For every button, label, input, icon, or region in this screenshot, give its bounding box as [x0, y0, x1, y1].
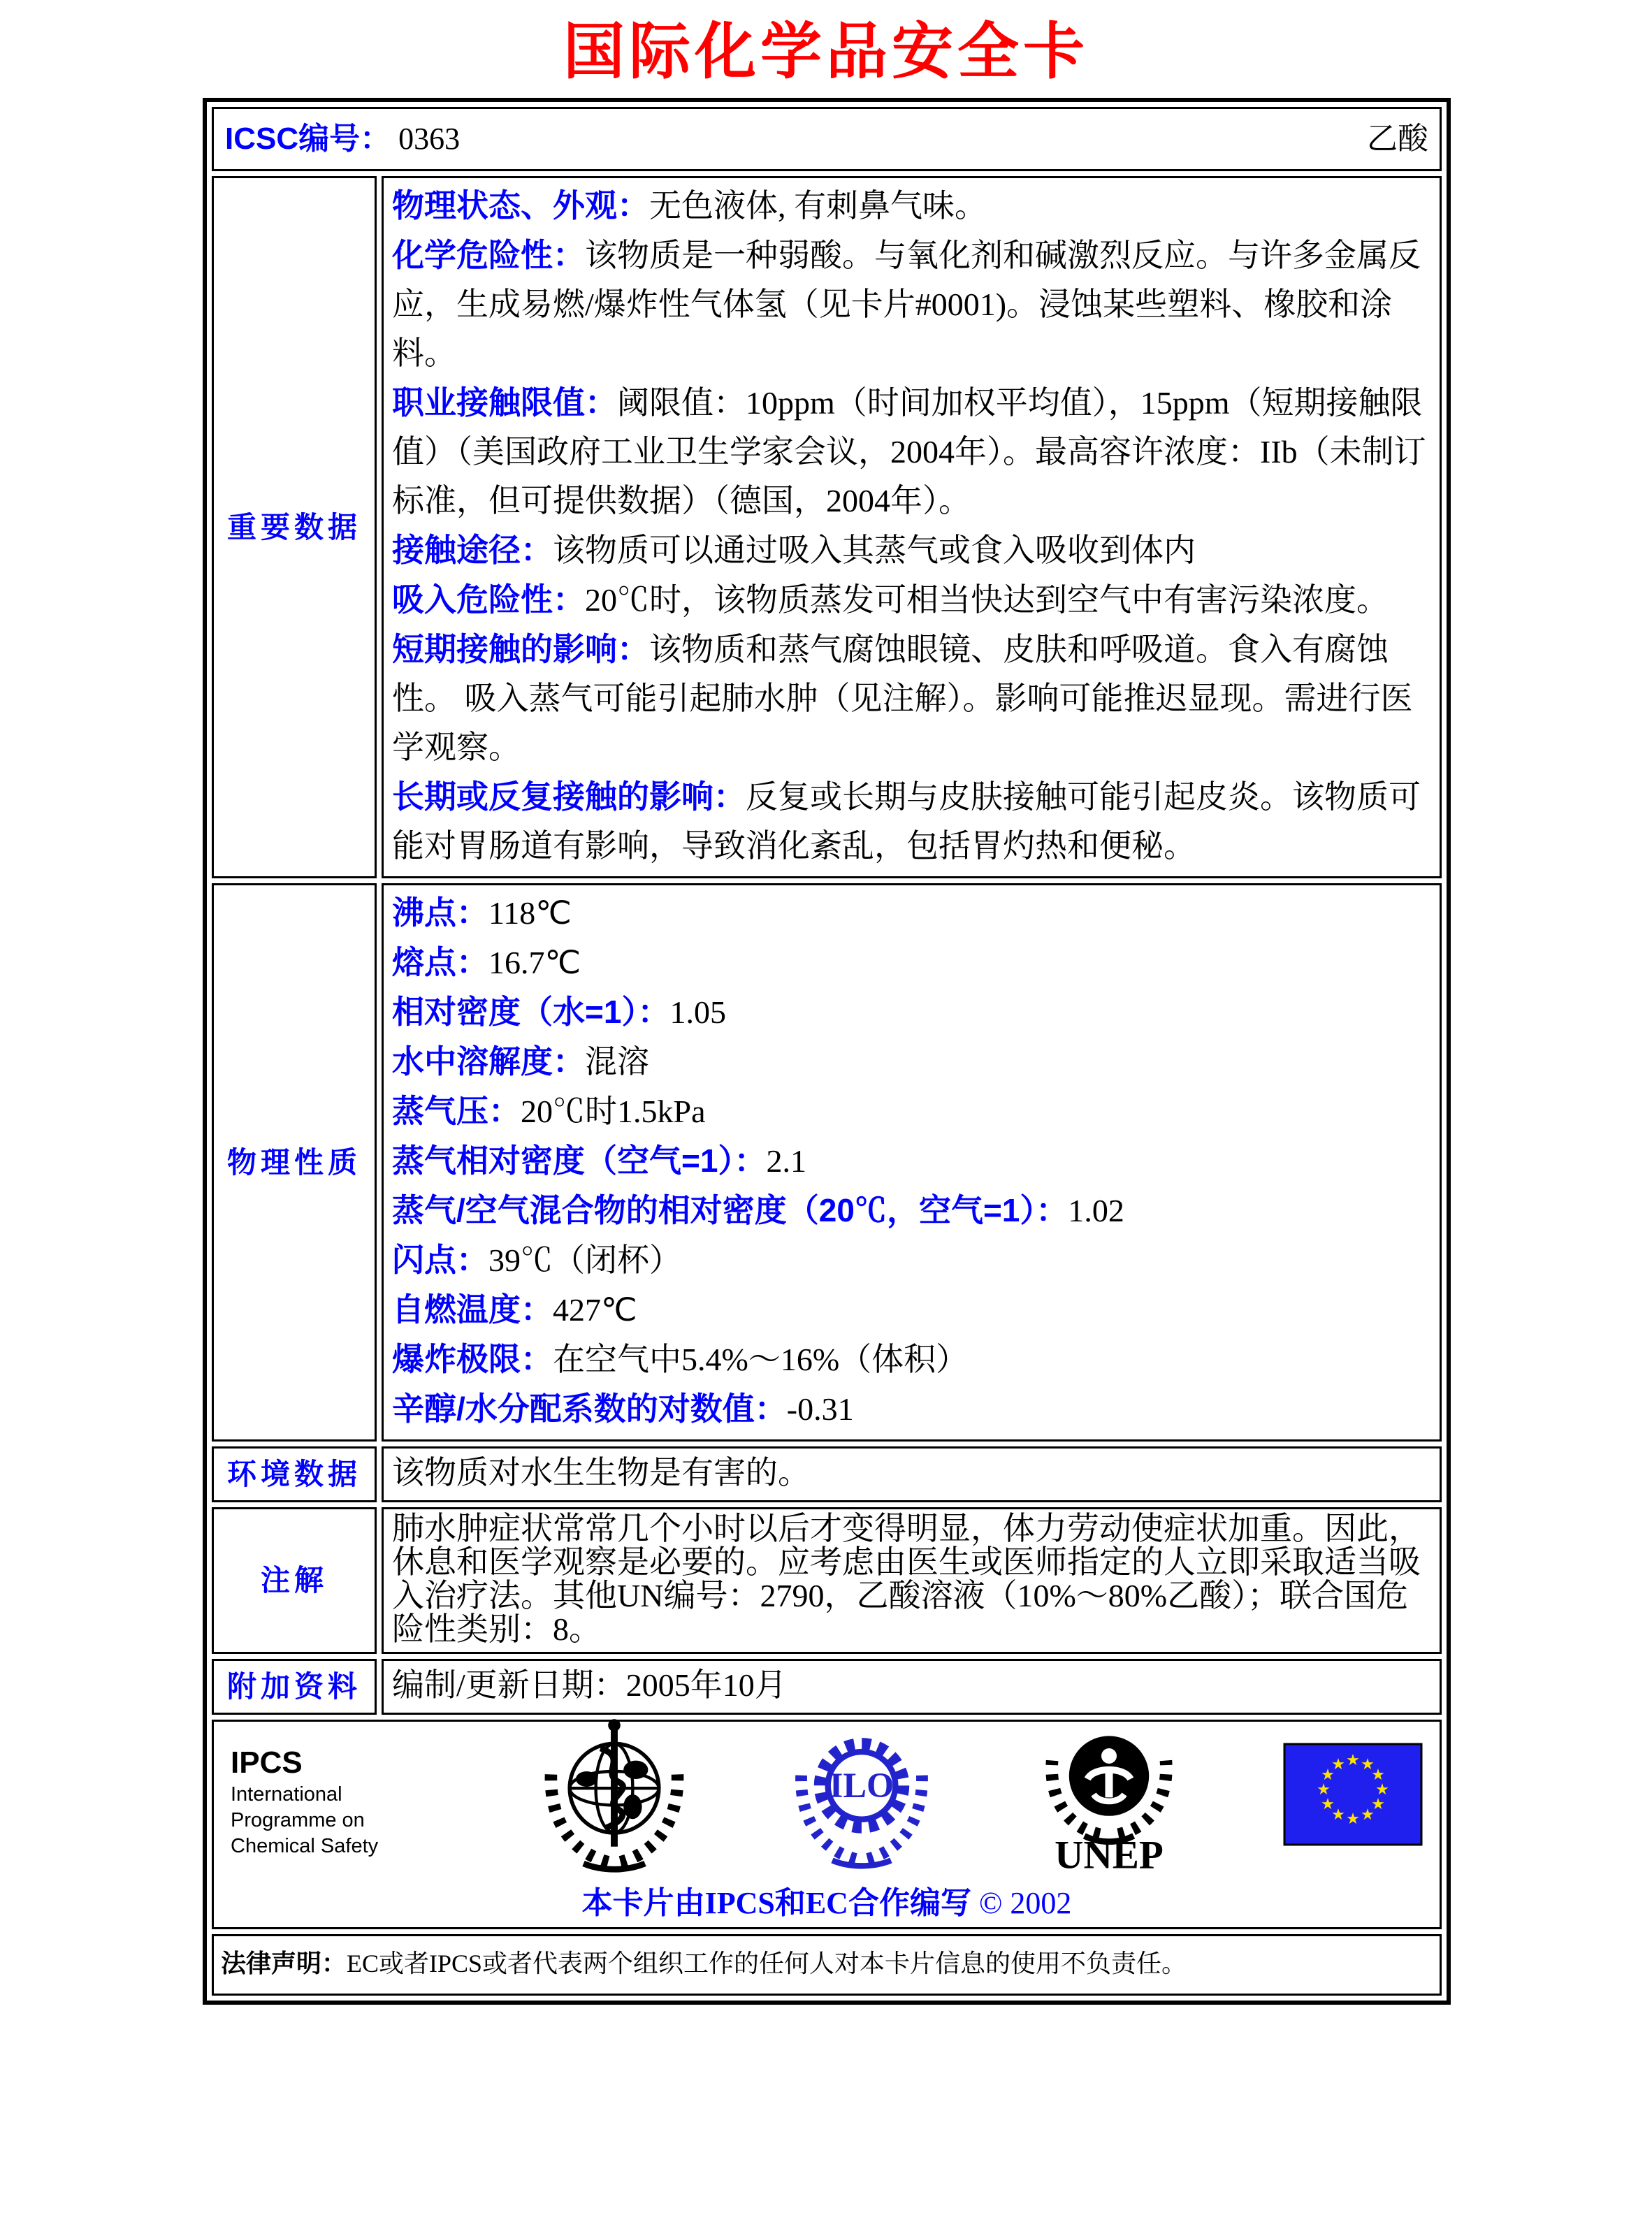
environmental-data-section-label: 环境数据 — [212, 1446, 377, 1502]
eu-flag-icon — [1283, 1743, 1423, 1860]
unep-logo-text: UNEP — [1055, 1833, 1164, 1875]
legal-notice — [212, 1934, 1442, 1996]
eu-star: ★ — [1331, 1806, 1345, 1823]
entry-occupational-exposure-limits — [392, 378, 1430, 525]
prop-melting-point — [392, 938, 1430, 987]
icsc-number-group — [225, 115, 460, 164]
who-logo-icon — [537, 1714, 691, 1889]
footer-caption-text: 本卡片由IPCS和EC合作编写 — [581, 1886, 971, 1920]
legal-notice-row — [212, 1934, 1442, 1996]
prop-explosive-limits — [392, 1335, 1430, 1384]
ipcs-subtitle-line3: Chemical Safety — [231, 1834, 379, 1857]
unep-logo-icon — [1032, 1714, 1186, 1889]
ipcs-subtitle-line1: International — [231, 1783, 342, 1806]
prop-value: 427℃ — [553, 1292, 637, 1328]
prop-label: 蒸气相对密度（空气=1）： — [392, 1142, 767, 1179]
prop-value: 39℃（闭杯） — [488, 1242, 681, 1278]
entry-text: 该物质是一种弱酸。与氧化剂和碱激烈反应。与许多金属反应，生成易燃/爆炸性气体氢（见卡片#0001)。浸蚀某些塑料、橡胶和涂料。 — [392, 238, 1421, 371]
icsc-number-value: 0363 — [398, 122, 461, 156]
entry-text: 该物质和蒸气腐蚀眼镜、皮肤和呼吸道。食入有腐蚀性。 吸入蒸气可能引起肺水肿（见注解）。影响可能推迟显现。需进行医学观察。 — [392, 632, 1413, 765]
prop-water-solubility — [392, 1037, 1430, 1087]
prop-relative-density — [392, 987, 1430, 1037]
prop-label: 熔点： — [392, 944, 488, 980]
prop-value: 20℃时1.5kPa — [521, 1094, 706, 1129]
prop-label: 水中溶解度： — [392, 1043, 585, 1080]
physical-properties-row — [212, 883, 1442, 1442]
footer-copyright: © 2002 — [978, 1886, 1072, 1920]
prop-value: 16.7℃ — [488, 945, 581, 980]
important-data-content — [382, 176, 1442, 878]
icsc-number-label: ICSC编号： — [225, 122, 391, 156]
prop-flash-point — [392, 1235, 1430, 1285]
notes-row — [212, 1507, 1442, 1654]
entry-label: 短期接触的影响： — [392, 631, 649, 667]
prop-value: 在空气中5.4%～16%（体积） — [553, 1342, 969, 1377]
eu-star: ★ — [1331, 1755, 1345, 1773]
notes-section-label: 注解 — [212, 1507, 377, 1654]
additional-info-content: 编制/更新日期：2005年10月 — [382, 1659, 1442, 1715]
entry-text: 无色液体, 有刺鼻气味。 — [649, 188, 987, 224]
prop-octanol-water-partition — [392, 1384, 1430, 1434]
prop-value: 1.05 — [669, 994, 726, 1030]
entry-routes-of-exposure — [392, 525, 1430, 575]
important-data-section-label: 重要数据 — [212, 176, 377, 878]
prop-value: 1.02 — [1068, 1193, 1124, 1228]
entry-label: 吸入危险性： — [392, 581, 585, 618]
entry-chemical-hazard — [392, 231, 1430, 378]
footer-caption — [231, 1884, 1423, 1923]
prop-label: 爆炸极限： — [392, 1341, 553, 1377]
eu-star: ★ — [1346, 1751, 1360, 1769]
prop-value: -0.31 — [786, 1391, 854, 1427]
prop-label: 蒸气压： — [392, 1093, 521, 1129]
physical-properties-content — [382, 883, 1442, 1442]
ipcs-text-block — [231, 1744, 440, 1859]
prop-value: 2.1 — [766, 1143, 806, 1179]
eu-star: ★ — [1375, 1780, 1389, 1798]
eu-star: ★ — [1317, 1780, 1331, 1798]
prop-vapor-pressure — [392, 1087, 1430, 1136]
eu-star: ★ — [1361, 1806, 1375, 1823]
icsc-card-table — [203, 98, 1451, 2005]
entry-text: 反复或长期与皮肤接触可能引起皮炎。该物质可能对胃肠道有影响，导致消化紊乱，包括胃灼热和便秘。 — [392, 779, 1421, 864]
ipcs-subtitle-line2: Programme on — [231, 1808, 365, 1831]
entry-text: 该物质可以通过吸入其蒸气或食入吸收到体内 — [553, 532, 1196, 568]
prop-vapor-air-mixture-density — [392, 1186, 1430, 1235]
prop-value: 混溶 — [585, 1044, 649, 1080]
ilo-logo-icon — [788, 1714, 935, 1889]
entry-text: 20℃时，该物质蒸发可相当快达到空气中有害污染浓度。 — [585, 582, 1389, 618]
prop-value: 118℃ — [488, 895, 572, 931]
prop-label: 蒸气/空气混合物的相对密度（20℃，空气=1）： — [392, 1192, 1068, 1228]
page-title: 国际化学品安全卡 — [563, 19, 1089, 87]
entry-inhalation-risk — [392, 575, 1430, 625]
prop-label: 相对密度（水=1）： — [392, 994, 670, 1030]
important-data-row — [212, 176, 1442, 878]
chemical-name: 乙酸 — [1367, 122, 1428, 156]
entry-label: 职业接触限值： — [392, 384, 617, 421]
entry-label: 化学危险性： — [392, 237, 585, 273]
eu-star: ★ — [1371, 1795, 1385, 1813]
icsc-header-row — [212, 107, 1442, 171]
additional-info-section-label: 附加资料 — [212, 1659, 377, 1715]
eu-star: ★ — [1371, 1766, 1385, 1783]
legal-notice-text: EC或者IPCS或者代表两个组织工作的任何人对本卡片信息的使用不负责任。 — [347, 1950, 1187, 1977]
entry-label: 长期或反复接触的影响： — [392, 778, 746, 815]
entry-text: 阈限值：10ppm（时间加权平均值），15ppm（短期接触限值）（美国政府工业卫生学家会议，2004年）。最高容许浓度：IIb（未制订标准，但可提供数据）（德国，2004年）。 — [392, 385, 1426, 518]
eu-star: ★ — [1321, 1766, 1335, 1783]
physical-properties-section-label: 物理性质 — [212, 883, 377, 1442]
prop-label: 自燃温度： — [392, 1291, 553, 1328]
entry-short-term-effects — [392, 625, 1430, 772]
additional-info-row — [212, 1659, 1442, 1715]
ipcs-acronym: IPCS — [231, 1745, 303, 1780]
prop-label: 闪点： — [392, 1242, 488, 1278]
prop-boiling-point — [392, 888, 1430, 938]
eu-star: ★ — [1346, 1810, 1360, 1827]
eu-star: ★ — [1321, 1795, 1335, 1813]
legal-notice-label: 法律声明： — [221, 1949, 347, 1977]
logos-row — [212, 1720, 1442, 1929]
environmental-data-content: 该物质对水生生物是有害的。 — [382, 1446, 1442, 1502]
prop-vapor-relative-density — [392, 1136, 1430, 1186]
entry-label: 接触途径： — [392, 532, 553, 568]
entry-label: 物理状态、外观： — [392, 187, 649, 224]
notes-content: 肺水肿症状常常几个小时以后才变得明显，体力劳动使症状加重。因此，休息和医学观察是必要的。应考虑由医生或医师指定的人立即采取适当吸入治疗法。其他UN编号：2790，乙酸溶液（10%～80%乙酸）；联合国危险性类别：8。 — [382, 1507, 1442, 1654]
prop-label: 辛醇/水分配系数的对数值： — [392, 1391, 787, 1427]
ilo-logo-text: ILO — [829, 1766, 894, 1806]
environmental-data-row — [212, 1446, 1442, 1502]
entry-long-term-effects — [392, 772, 1430, 871]
entry-physical-state — [392, 181, 1430, 231]
prop-autoignition-temperature — [392, 1285, 1430, 1335]
eu-star: ★ — [1361, 1755, 1375, 1773]
prop-label: 沸点： — [392, 894, 488, 931]
